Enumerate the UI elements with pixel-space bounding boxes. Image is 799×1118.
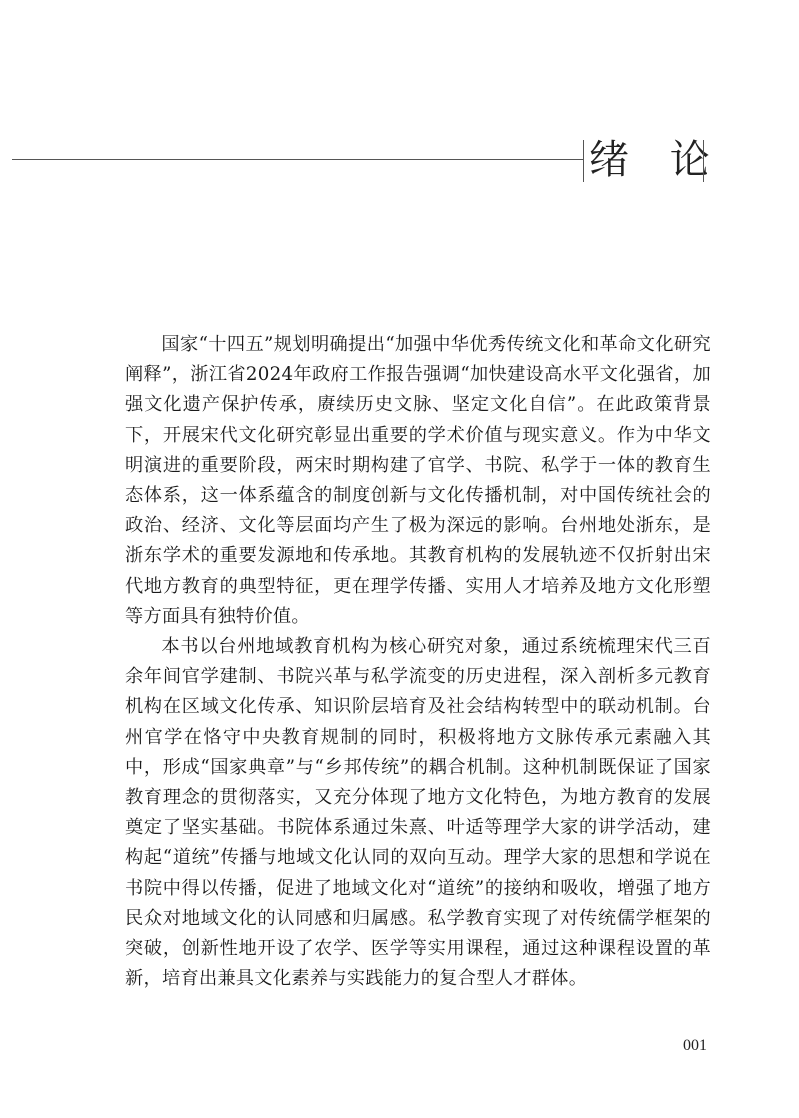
title-left-bar bbox=[583, 140, 584, 182]
page-number: 001 bbox=[683, 1037, 707, 1054]
title-right-bar bbox=[703, 140, 704, 182]
chapter-title: 绪 论 bbox=[589, 137, 724, 183]
header-rule bbox=[12, 159, 584, 160]
body-text bbox=[125, 330, 711, 994]
paragraph: 国家“十四五”规划明确提出“加强中华优秀传统文化和革命文化研究阐释”，浙江省2024年政府工作报告强调“加快建设高水平文化强省，加强文化遗产保护传承，赓续历史文脉、坚定文化自信”。在此政策背景下，开展宋代文化研究彰显出重要的学术价值与现实意义。作为中华文明演进的重要阶段，两宋时期构建了官学、书院、私学于一体的教育生态体系，这一体系蕴含的制度创新与文化传播机制，对中国传统社会的政治、经济、文化等层面均产生了极为深远的影响。台州地处浙东，是浙东学术的重要发源地和传承地。其教育机构的发展轨迹不仅折射出宋代地方教育的典型特征，更在理学传播、实用人才培养及地方文化形塑等方面具有独特价值。 bbox=[125, 334, 711, 627]
paragraph: 本书以台州地域教育机构为核心研究对象，通过系统梳理宋代三百余年间官学建制、书院兴革与私学流变的历史进程，深入剖析多元教育机构在区域文化传承、知识阶层培育及社会结构转型中的联动机制。台州官学在恪守中央教育规制的同时，积极将地方文脉传承元素融入其中，形成“国家典章”与“乡邦传统”的耦合机制。这种机制既保证了国家教育理念的贯彻落实，又充分体现了地方文化特色，为地方教育的发展奠定了坚实基础。书院体系通过朱熹、叶适等理学大家的讲学活动，建构起“道统”传播与地域文化认同的双向互动。理学大家的思想和学说在书院中得以传播，促进了地域文化对“道统”的接纳和吸收，增强了地方民众对地域文化的认同感和归属感。私学教育实现了对传统儒学框架的突破，创新性地开设了农学、医学等实用课程，通过这种课程设置的革新，培育出兼具文化素养与实践能力的复合型人才群体。 bbox=[125, 636, 711, 990]
